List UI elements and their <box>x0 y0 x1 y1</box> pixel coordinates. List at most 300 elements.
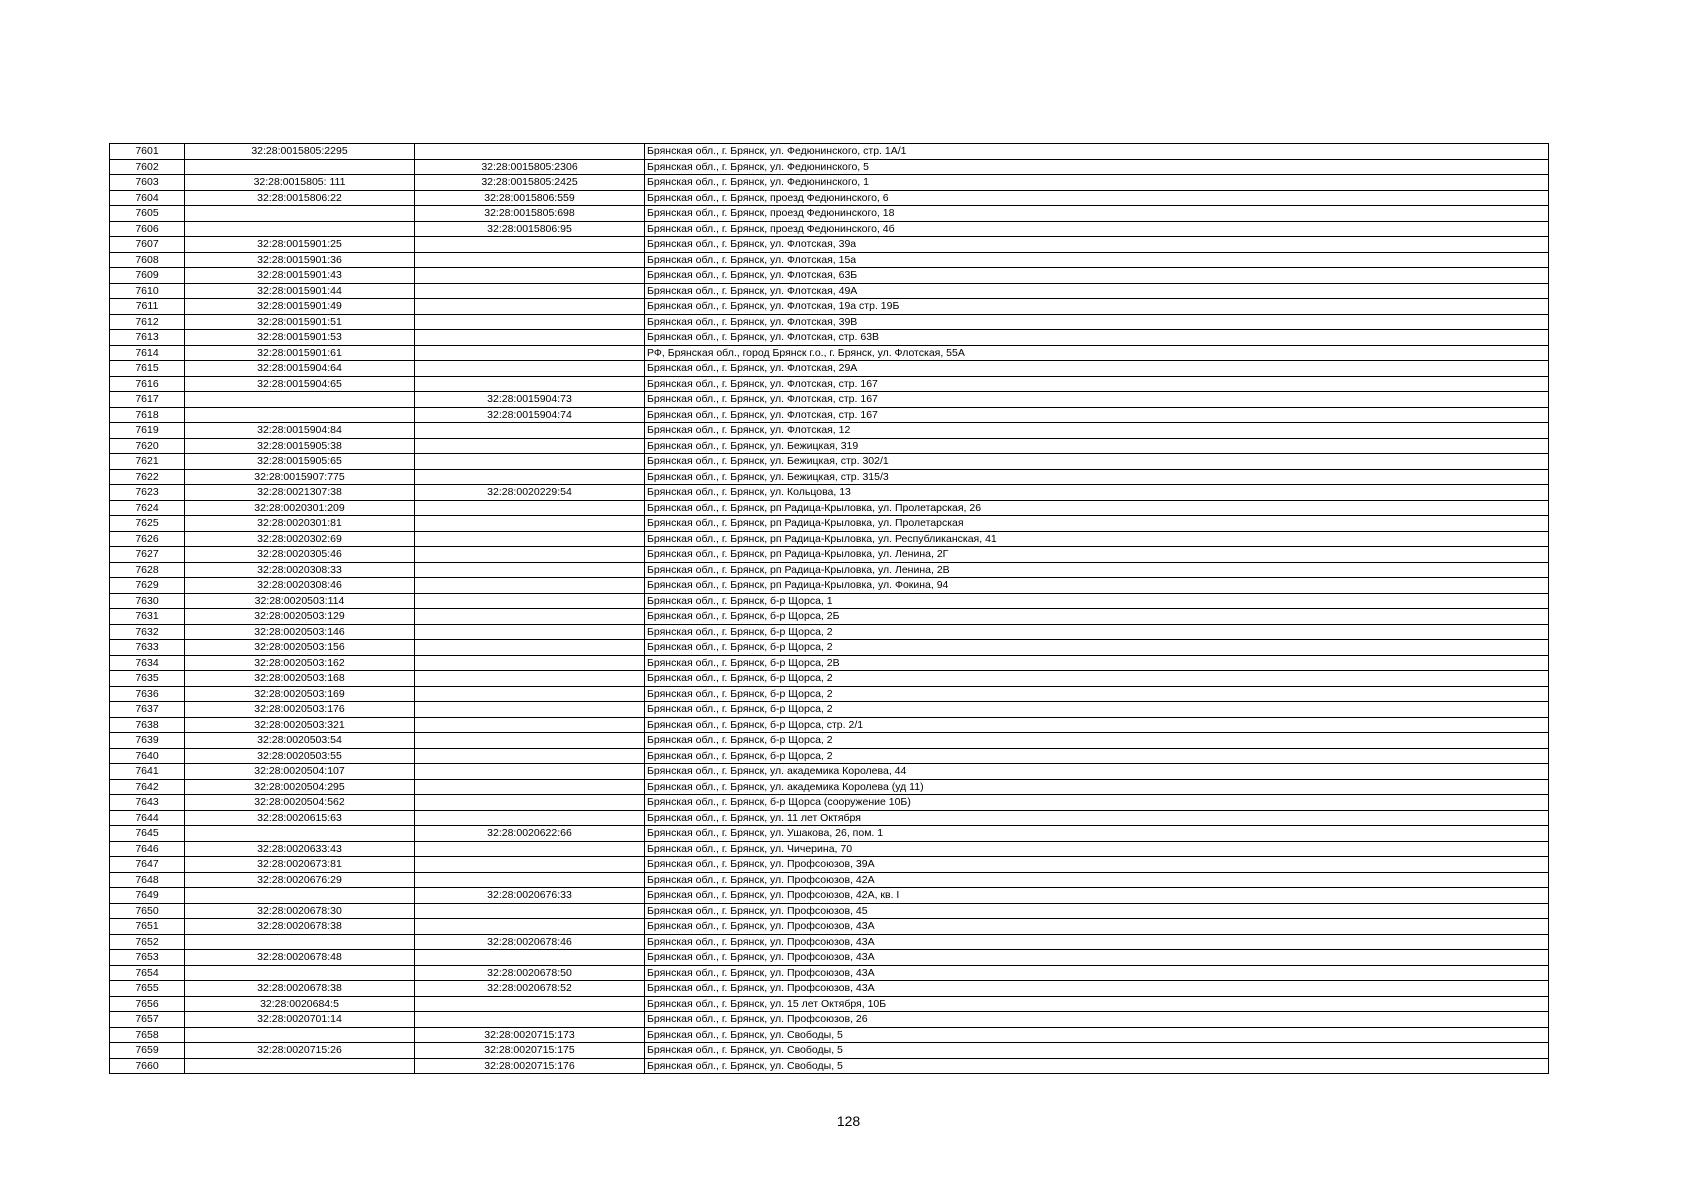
cadastral-number-cell <box>185 965 415 981</box>
related-cadastral-number-cell <box>415 795 645 811</box>
address-cell: Брянская обл., г. Брянск, ул. Свободы, 5 <box>645 1027 1549 1043</box>
address-cell: Брянская обл., г. Брянск, б-р Щорса, 2 <box>645 686 1549 702</box>
row-number-cell: 7653 <box>110 950 185 966</box>
address-cell: Брянская обл., г. Брянск, ул. Федюнинского, 5 <box>645 159 1549 175</box>
table-row <box>110 686 1549 702</box>
address-cell: Брянская обл., г. Брянск, ул. Флотская, 29А <box>645 361 1549 377</box>
cadastral-number-cell: 32:28:0020504:107 <box>185 764 415 780</box>
related-cadastral-number-cell <box>415 655 645 671</box>
table-row <box>110 562 1549 578</box>
address-cell: Брянская обл., г. Брянск, ул. Флотская, стр. 167 <box>645 392 1549 408</box>
related-cadastral-number-cell <box>415 438 645 454</box>
address-cell: Брянская обл., г. Брянск, ул. Профсоюзов, 43А <box>645 950 1549 966</box>
row-number-cell: 7601 <box>110 144 185 160</box>
cadastral-number-cell <box>185 221 415 237</box>
row-number-cell: 7623 <box>110 485 185 501</box>
related-cadastral-number-cell <box>415 531 645 547</box>
table-row <box>110 299 1549 315</box>
row-number-cell: 7640 <box>110 748 185 764</box>
related-cadastral-number-cell: 32:28:0020715:176 <box>415 1058 645 1074</box>
cadastral-number-cell <box>185 407 415 423</box>
cadastral-number-cell: 32:28:0015901:51 <box>185 314 415 330</box>
cadastral-number-cell <box>185 934 415 950</box>
row-number-cell: 7643 <box>110 795 185 811</box>
cadastral-number-cell: 32:28:0015901:53 <box>185 330 415 346</box>
row-number-cell: 7612 <box>110 314 185 330</box>
address-cell: Брянская обл., г. Брянск, ул. Флотская, 12 <box>645 423 1549 439</box>
row-number-cell: 7620 <box>110 438 185 454</box>
table-row <box>110 376 1549 392</box>
row-number-cell: 7652 <box>110 934 185 950</box>
row-number-cell: 7637 <box>110 702 185 718</box>
row-number-cell: 7630 <box>110 593 185 609</box>
table-row <box>110 779 1549 795</box>
table-row <box>110 1043 1549 1059</box>
row-number-cell: 7631 <box>110 609 185 625</box>
cadastral-number-cell: 32:28:0020305:46 <box>185 547 415 563</box>
related-cadastral-number-cell <box>415 996 645 1012</box>
table-row <box>110 826 1549 842</box>
table-row <box>110 702 1549 718</box>
table-row <box>110 314 1549 330</box>
address-cell: Брянская обл., г. Брянск, проезд Федюнинского, 4б <box>645 221 1549 237</box>
related-cadastral-number-cell <box>415 857 645 873</box>
address-cell: Брянская обл., г. Брянск, ул. Профсоюзов, 45 <box>645 903 1549 919</box>
address-cell: Брянская обл., г. Брянск, проезд Федюнинского, 18 <box>645 206 1549 222</box>
address-cell: Брянская обл., г. Брянск, рп Радица-Крыловка, ул. Ленина, 2В <box>645 562 1549 578</box>
related-cadastral-number-cell <box>415 314 645 330</box>
related-cadastral-number-cell <box>415 345 645 361</box>
related-cadastral-number-cell: 32:28:0015805:2425 <box>415 175 645 191</box>
row-number-cell: 7636 <box>110 686 185 702</box>
cadastral-number-cell: 32:28:0015901:44 <box>185 283 415 299</box>
address-cell: Брянская обл., г. Брянск, б-р Щорса, 2 <box>645 748 1549 764</box>
row-number-cell: 7654 <box>110 965 185 981</box>
address-cell: Брянская обл., г. Брянск, ул. Флотская, стр. 167 <box>645 376 1549 392</box>
address-cell: Брянская обл., г. Брянск, рп Радица-Крыловка, ул. Республиканская, 41 <box>645 531 1549 547</box>
related-cadastral-number-cell <box>415 841 645 857</box>
cadastral-number-cell: 32:28:0020308:46 <box>185 578 415 594</box>
address-cell: Брянская обл., г. Брянск, ул. Флотская, 49А <box>645 283 1549 299</box>
address-cell: Брянская обл., г. Брянск, ул. Профсоюзов, 39А <box>645 857 1549 873</box>
related-cadastral-number-cell <box>415 779 645 795</box>
address-cell: Брянская обл., г. Брянск, ул. академика Королева, 44 <box>645 764 1549 780</box>
cadastral-number-cell: 32:28:0020503:55 <box>185 748 415 764</box>
row-number-cell: 7650 <box>110 903 185 919</box>
table-row <box>110 1058 1549 1074</box>
cadastral-number-cell: 32:28:0015904:64 <box>185 361 415 377</box>
cadastral-number-cell <box>185 392 415 408</box>
related-cadastral-number-cell <box>415 547 645 563</box>
address-cell: Брянская обл., г. Брянск, б-р Щорса, 2 <box>645 702 1549 718</box>
row-number-cell: 7633 <box>110 640 185 656</box>
table-row <box>110 190 1549 206</box>
table-row <box>110 516 1549 532</box>
row-number-cell: 7658 <box>110 1027 185 1043</box>
address-cell: Брянская обл., г. Брянск, ул. 15 лет Октября, 10Б <box>645 996 1549 1012</box>
related-cadastral-number-cell <box>415 950 645 966</box>
cadastral-number-cell <box>185 888 415 904</box>
related-cadastral-number-cell: 32:28:0015904:73 <box>415 392 645 408</box>
related-cadastral-number-cell: 32:28:0015806:95 <box>415 221 645 237</box>
related-cadastral-number-cell: 32:28:0015806:559 <box>415 190 645 206</box>
cadastral-number-cell: 32:28:0020504:295 <box>185 779 415 795</box>
cadastral-number-cell <box>185 159 415 175</box>
related-cadastral-number-cell <box>415 593 645 609</box>
cadastral-number-cell: 32:28:0015901:43 <box>185 268 415 284</box>
cadastral-number-cell: 32:28:0015905:38 <box>185 438 415 454</box>
cadastral-number-cell: 32:28:0020503:168 <box>185 671 415 687</box>
address-cell: Брянская обл., г. Брянск, ул. Федюнинского, стр. 1А/1 <box>645 144 1549 160</box>
table-row <box>110 965 1549 981</box>
cadastral-number-cell <box>185 1027 415 1043</box>
row-number-cell: 7603 <box>110 175 185 191</box>
address-cell: Брянская обл., г. Брянск, ул. Флотская, 39а <box>645 237 1549 253</box>
table-row <box>110 795 1549 811</box>
table-row <box>110 531 1549 547</box>
cadastral-number-cell <box>185 1058 415 1074</box>
cadastral-table-body <box>110 144 1549 1074</box>
address-cell: Брянская обл., г. Брянск, б-р Щорса (сооружение 10Б) <box>645 795 1549 811</box>
related-cadastral-number-cell <box>415 748 645 764</box>
row-number-cell: 7613 <box>110 330 185 346</box>
related-cadastral-number-cell <box>415 423 645 439</box>
cadastral-number-cell: 32:28:0020503:176 <box>185 702 415 718</box>
row-number-cell: 7649 <box>110 888 185 904</box>
cadastral-number-cell: 32:28:0015901:61 <box>185 345 415 361</box>
address-cell: Брянская обл., г. Брянск, рп Радица-Крыловка, ул. Пролетарская <box>645 516 1549 532</box>
related-cadastral-number-cell <box>415 717 645 733</box>
cadastral-number-cell: 32:28:0020503:169 <box>185 686 415 702</box>
table-row <box>110 919 1549 935</box>
related-cadastral-number-cell: 32:28:0020678:50 <box>415 965 645 981</box>
address-cell: Брянская обл., г. Брянск, ул. Федюнинского, 1 <box>645 175 1549 191</box>
row-number-cell: 7659 <box>110 1043 185 1059</box>
related-cadastral-number-cell <box>415 624 645 640</box>
related-cadastral-number-cell <box>415 671 645 687</box>
cadastral-number-cell: 32:28:0015805:2295 <box>185 144 415 160</box>
address-cell: Брянская обл., г. Брянск, ул. Флотская, стр. 63В <box>645 330 1549 346</box>
cadastral-number-cell <box>185 206 415 222</box>
related-cadastral-number-cell: 32:28:0020678:46 <box>415 934 645 950</box>
address-cell: Брянская обл., г. Брянск, ул. Чичерина, 70 <box>645 841 1549 857</box>
table-row <box>110 841 1549 857</box>
related-cadastral-number-cell: 32:28:0020715:175 <box>415 1043 645 1059</box>
cadastral-number-cell: 32:28:0020503:54 <box>185 733 415 749</box>
row-number-cell: 7635 <box>110 671 185 687</box>
table-row <box>110 345 1549 361</box>
table-row <box>110 764 1549 780</box>
cadastral-number-cell: 32:28:0015905:65 <box>185 454 415 470</box>
cadastral-number-cell: 32:28:0020701:14 <box>185 1012 415 1028</box>
row-number-cell: 7615 <box>110 361 185 377</box>
address-cell: Брянская обл., г. Брянск, ул. Флотская, 15а <box>645 252 1549 268</box>
cadastral-number-cell: 32:28:0015904:84 <box>185 423 415 439</box>
table-row <box>110 593 1549 609</box>
table-row <box>110 1027 1549 1043</box>
address-cell: Брянская обл., г. Брянск, б-р Щорса, 2 <box>645 624 1549 640</box>
cadastral-number-cell: 32:28:0020503:146 <box>185 624 415 640</box>
cadastral-number-cell: 32:28:0020503:321 <box>185 717 415 733</box>
table-row <box>110 934 1549 950</box>
address-cell: Брянская обл., г. Брянск, б-р Щорса, 2Б <box>645 609 1549 625</box>
row-number-cell: 7644 <box>110 810 185 826</box>
cadastral-number-cell: 32:28:0020503:162 <box>185 655 415 671</box>
related-cadastral-number-cell <box>415 469 645 485</box>
row-number-cell: 7657 <box>110 1012 185 1028</box>
row-number-cell: 7639 <box>110 733 185 749</box>
row-number-cell: 7642 <box>110 779 185 795</box>
address-cell: Брянская обл., г. Брянск, б-р Щорса, 2 <box>645 671 1549 687</box>
row-number-cell: 7646 <box>110 841 185 857</box>
cadastral-number-cell: 32:28:0015901:25 <box>185 237 415 253</box>
cadastral-number-cell: 32:28:0015901:36 <box>185 252 415 268</box>
table-row <box>110 671 1549 687</box>
row-number-cell: 7602 <box>110 159 185 175</box>
row-number-cell: 7648 <box>110 872 185 888</box>
cadastral-number-cell: 32:28:0015907:775 <box>185 469 415 485</box>
related-cadastral-number-cell: 32:28:0020715:173 <box>415 1027 645 1043</box>
related-cadastral-number-cell <box>415 702 645 718</box>
address-cell: Брянская обл., г. Брянск, б-р Щорса, 2 <box>645 733 1549 749</box>
cadastral-table <box>109 143 1549 1074</box>
table-row <box>110 500 1549 516</box>
related-cadastral-number-cell <box>415 283 645 299</box>
row-number-cell: 7638 <box>110 717 185 733</box>
related-cadastral-number-cell: 32:28:0020676:33 <box>415 888 645 904</box>
address-cell: Брянская обл., г. Брянск, ул. Бежицкая, стр. 315/3 <box>645 469 1549 485</box>
cadastral-number-cell: 32:28:0015806:22 <box>185 190 415 206</box>
table-row <box>110 903 1549 919</box>
table-row <box>110 1012 1549 1028</box>
cadastral-number-cell: 32:28:0020301:81 <box>185 516 415 532</box>
related-cadastral-number-cell <box>415 516 645 532</box>
table-row <box>110 888 1549 904</box>
address-cell: РФ, Брянская обл., город Брянск г.о., г. Брянск, ул. Флотская, 55А <box>645 345 1549 361</box>
table-row <box>110 485 1549 501</box>
related-cadastral-number-cell <box>415 237 645 253</box>
address-cell: Брянская обл., г. Брянск, ул. Кольцова, 13 <box>645 485 1549 501</box>
cadastral-number-cell: 32:28:0020615:63 <box>185 810 415 826</box>
cadastral-number-cell: 32:28:0020302:69 <box>185 531 415 547</box>
table-row <box>110 640 1549 656</box>
address-cell: Брянская обл., г. Брянск, б-р Щорса, 2 <box>645 640 1549 656</box>
address-cell: Брянская обл., г. Брянск, ул. Профсоюзов, 43А <box>645 919 1549 935</box>
table-row <box>110 252 1549 268</box>
address-cell: Брянская обл., г. Брянск, ул. Ушакова, 26, пом. 1 <box>645 826 1549 842</box>
address-cell: Брянская обл., г. Брянск, рп Радица-Крыловка, ул. Ленина, 2Г <box>645 547 1549 563</box>
row-number-cell: 7629 <box>110 578 185 594</box>
related-cadastral-number-cell <box>415 330 645 346</box>
related-cadastral-number-cell <box>415 578 645 594</box>
table-row <box>110 454 1549 470</box>
row-number-cell: 7606 <box>110 221 185 237</box>
address-cell: Брянская обл., г. Брянск, ул. 11 лет Октября <box>645 810 1549 826</box>
row-number-cell: 7645 <box>110 826 185 842</box>
address-cell: Брянская обл., г. Брянск, проезд Федюнинского, 6 <box>645 190 1549 206</box>
row-number-cell: 7655 <box>110 981 185 997</box>
related-cadastral-number-cell <box>415 810 645 826</box>
table-row <box>110 237 1549 253</box>
row-number-cell: 7616 <box>110 376 185 392</box>
table-row <box>110 144 1549 160</box>
row-number-cell: 7611 <box>110 299 185 315</box>
table-row <box>110 268 1549 284</box>
row-number-cell: 7610 <box>110 283 185 299</box>
cadastral-number-cell: 32:28:0015904:65 <box>185 376 415 392</box>
related-cadastral-number-cell <box>415 919 645 935</box>
related-cadastral-number-cell <box>415 733 645 749</box>
row-number-cell: 7614 <box>110 345 185 361</box>
cadastral-number-cell: 32:28:0020678:38 <box>185 919 415 935</box>
table-row <box>110 221 1549 237</box>
row-number-cell: 7656 <box>110 996 185 1012</box>
address-cell: Брянская обл., г. Брянск, ул. Бежицкая, 319 <box>645 438 1549 454</box>
cadastral-number-cell: 32:28:0020503:129 <box>185 609 415 625</box>
table-row <box>110 857 1549 873</box>
related-cadastral-number-cell <box>415 376 645 392</box>
cadastral-number-cell: 32:28:0020503:156 <box>185 640 415 656</box>
related-cadastral-number-cell: 32:28:0020678:52 <box>415 981 645 997</box>
row-number-cell: 7617 <box>110 392 185 408</box>
row-number-cell: 7624 <box>110 500 185 516</box>
table-row <box>110 407 1549 423</box>
address-cell: Брянская обл., г. Брянск, б-р Щорса, 2В <box>645 655 1549 671</box>
row-number-cell: 7651 <box>110 919 185 935</box>
related-cadastral-number-cell: 32:28:0015904:74 <box>415 407 645 423</box>
table-row <box>110 392 1549 408</box>
row-number-cell: 7625 <box>110 516 185 532</box>
address-cell: Брянская обл., г. Брянск, ул. академика Королева (уд 11) <box>645 779 1549 795</box>
table-row <box>110 578 1549 594</box>
cadastral-number-cell: 32:28:0020308:33 <box>185 562 415 578</box>
table-row <box>110 438 1549 454</box>
row-number-cell: 7619 <box>110 423 185 439</box>
row-number-cell: 7632 <box>110 624 185 640</box>
related-cadastral-number-cell <box>415 1012 645 1028</box>
table-row <box>110 175 1549 191</box>
table-row <box>110 159 1549 175</box>
cadastral-number-cell: 32:28:0015901:49 <box>185 299 415 315</box>
related-cadastral-number-cell <box>415 562 645 578</box>
cadastral-number-cell: 32:28:0020633:43 <box>185 841 415 857</box>
table-row <box>110 609 1549 625</box>
table-row <box>110 547 1549 563</box>
row-number-cell: 7609 <box>110 268 185 284</box>
row-number-cell: 7641 <box>110 764 185 780</box>
related-cadastral-number-cell <box>415 686 645 702</box>
cadastral-number-cell: 32:28:0020673:81 <box>185 857 415 873</box>
table-row <box>110 733 1549 749</box>
row-number-cell: 7660 <box>110 1058 185 1074</box>
address-cell: Брянская обл., г. Брянск, ул. Флотская, 63Б <box>645 268 1549 284</box>
table-row <box>110 810 1549 826</box>
address-cell: Брянская обл., г. Брянск, ул. Флотская, стр. 167 <box>645 407 1549 423</box>
row-number-cell: 7647 <box>110 857 185 873</box>
table-row <box>110 423 1549 439</box>
table-row <box>110 748 1549 764</box>
cadastral-number-cell: 32:28:0020678:48 <box>185 950 415 966</box>
table-row <box>110 330 1549 346</box>
related-cadastral-number-cell <box>415 144 645 160</box>
table-row <box>110 717 1549 733</box>
cadastral-number-cell: 32:28:0021307:38 <box>185 485 415 501</box>
address-cell: Брянская обл., г. Брянск, ул. Профсоюзов, 43А <box>645 981 1549 997</box>
related-cadastral-number-cell <box>415 764 645 780</box>
related-cadastral-number-cell: 32:28:0015805:2306 <box>415 159 645 175</box>
row-number-cell: 7618 <box>110 407 185 423</box>
related-cadastral-number-cell <box>415 500 645 516</box>
table-row <box>110 872 1549 888</box>
address-cell: Брянская обл., г. Брянск, б-р Щорса, 1 <box>645 593 1549 609</box>
address-cell: Брянская обл., г. Брянск, ул. Профсоюзов, 42А <box>645 872 1549 888</box>
address-cell: Брянская обл., г. Брянск, ул. Свободы, 5 <box>645 1043 1549 1059</box>
table-row <box>110 981 1549 997</box>
related-cadastral-number-cell: 32:28:0020622:66 <box>415 826 645 842</box>
cadastral-number-cell: 32:28:0020503:114 <box>185 593 415 609</box>
address-cell: Брянская обл., г. Брянск, ул. Флотская, 19а стр. 19Б <box>645 299 1549 315</box>
related-cadastral-number-cell: 32:28:0015805:698 <box>415 206 645 222</box>
row-number-cell: 7604 <box>110 190 185 206</box>
cadastral-number-cell: 32:28:0020504:562 <box>185 795 415 811</box>
row-number-cell: 7621 <box>110 454 185 470</box>
table-row <box>110 361 1549 377</box>
address-cell: Брянская обл., г. Брянск, б-р Щорса, стр. 2/1 <box>645 717 1549 733</box>
address-cell: Брянская обл., г. Брянск, ул. Свободы, 5 <box>645 1058 1549 1074</box>
address-cell: Брянская обл., г. Брянск, ул. Бежицкая, стр. 302/1 <box>645 454 1549 470</box>
related-cadastral-number-cell <box>415 454 645 470</box>
cadastral-number-cell: 32:28:0015805: 111 <box>185 175 415 191</box>
cadastral-number-cell: 32:28:0020684:5 <box>185 996 415 1012</box>
page-number: 128 <box>836 1113 861 1129</box>
related-cadastral-number-cell <box>415 872 645 888</box>
row-number-cell: 7627 <box>110 547 185 563</box>
cadastral-number-cell <box>185 826 415 842</box>
row-number-cell: 7608 <box>110 252 185 268</box>
cadastral-number-cell: 32:28:0020676:29 <box>185 872 415 888</box>
related-cadastral-number-cell <box>415 640 645 656</box>
related-cadastral-number-cell <box>415 903 645 919</box>
address-cell: Брянская обл., г. Брянск, ул. Профсоюзов, 26 <box>645 1012 1549 1028</box>
related-cadastral-number-cell <box>415 268 645 284</box>
table-row <box>110 283 1549 299</box>
related-cadastral-number-cell: 32:28:0020229:54 <box>415 485 645 501</box>
address-cell: Брянская обл., г. Брянск, ул. Профсоюзов, 42А, кв. I <box>645 888 1549 904</box>
table-row <box>110 996 1549 1012</box>
table-row <box>110 206 1549 222</box>
address-cell: Брянская обл., г. Брянск, рп Радица-Крыловка, ул. Пролетарская, 26 <box>645 500 1549 516</box>
address-cell: Брянская обл., г. Брянск, ул. Профсоюзов, 43А <box>645 934 1549 950</box>
related-cadastral-number-cell <box>415 361 645 377</box>
cadastral-number-cell: 32:28:0020715:26 <box>185 1043 415 1059</box>
cadastral-number-cell: 32:28:0020678:30 <box>185 903 415 919</box>
address-cell: Брянская обл., г. Брянск, рп Радица-Крыловка, ул. Фокина, 94 <box>645 578 1549 594</box>
related-cadastral-number-cell <box>415 252 645 268</box>
row-number-cell: 7626 <box>110 531 185 547</box>
cadastral-number-cell: 32:28:0020678:38 <box>185 981 415 997</box>
related-cadastral-number-cell <box>415 299 645 315</box>
row-number-cell: 7628 <box>110 562 185 578</box>
row-number-cell: 7622 <box>110 469 185 485</box>
row-number-cell: 7607 <box>110 237 185 253</box>
row-number-cell: 7634 <box>110 655 185 671</box>
table-row <box>110 469 1549 485</box>
cadastral-number-cell: 32:28:0020301:209 <box>185 500 415 516</box>
table-row <box>110 624 1549 640</box>
address-cell: Брянская обл., г. Брянск, ул. Профсоюзов, 43А <box>645 965 1549 981</box>
table-row <box>110 655 1549 671</box>
address-cell: Брянская обл., г. Брянск, ул. Флотская, 39В <box>645 314 1549 330</box>
